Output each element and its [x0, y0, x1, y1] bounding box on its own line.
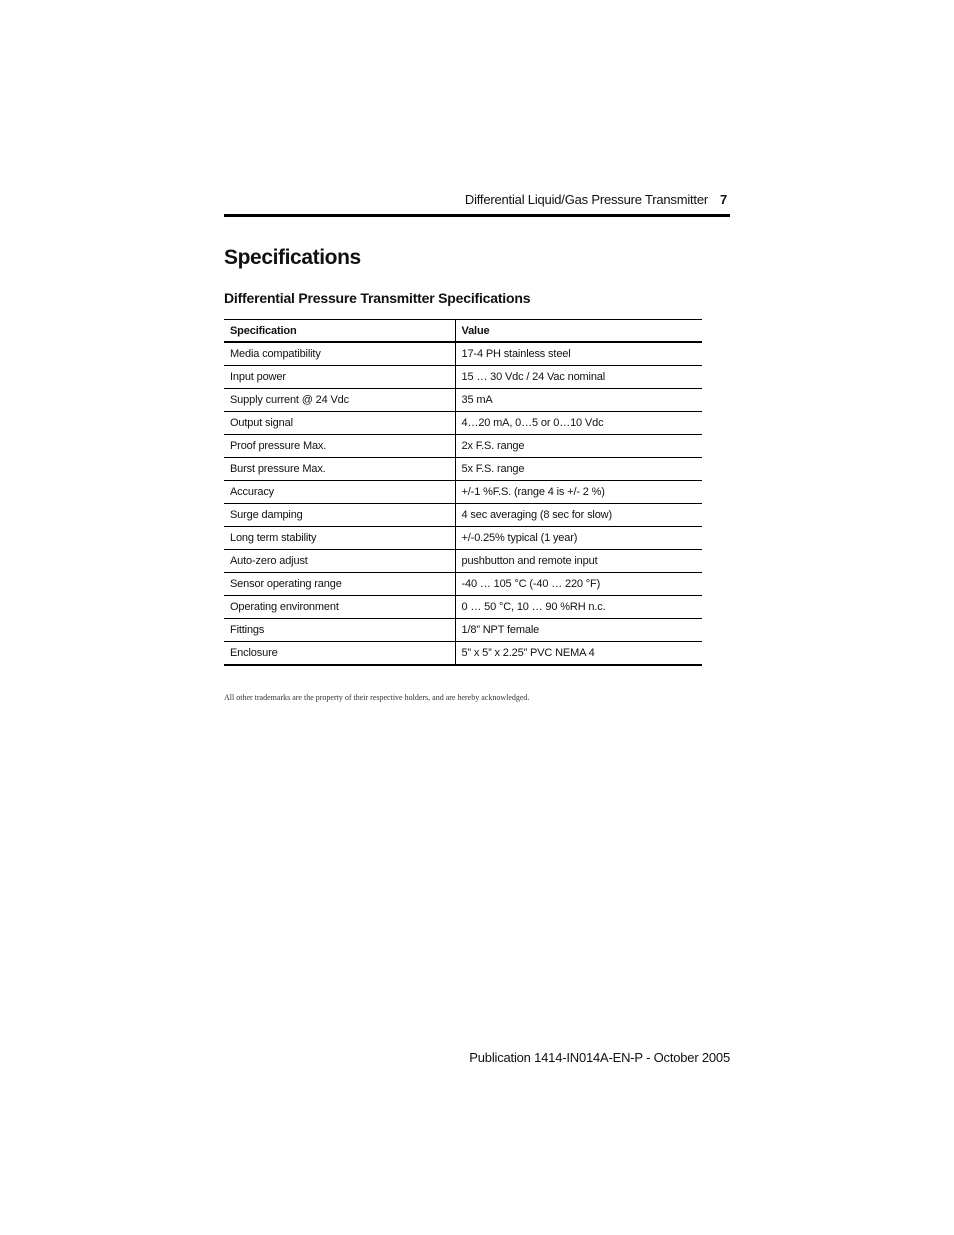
table-row — [224, 573, 702, 596]
specifications-table — [224, 319, 702, 666]
table-row — [224, 481, 702, 504]
table-row — [224, 458, 702, 481]
table-row — [224, 342, 702, 366]
spec-value-cell: -40 … 105 °C (-40 … 220 °F) — [455, 573, 702, 596]
spec-name-cell: Auto-zero adjust — [224, 550, 455, 573]
spec-value-cell: 5x F.S. range — [455, 458, 702, 481]
page-number: 7 — [720, 192, 728, 207]
spec-value-cell: 4 sec averaging (8 sec for slow) — [455, 504, 702, 527]
publication-footer: Publication 1414-IN014A-EN-P - October 2005 — [469, 1050, 730, 1065]
section-title: Differential Pressure Transmitter Specifications — [224, 290, 531, 306]
spec-value-cell: 35 mA — [455, 389, 702, 412]
spec-value-cell: pushbutton and remote input — [455, 550, 702, 573]
spec-name-cell: Enclosure — [224, 642, 455, 666]
running-header: Differential Liquid/Gas Pressure Transmitter — [464, 192, 708, 207]
table-row — [224, 527, 702, 550]
spec-name-cell: Media compatibility — [224, 342, 455, 366]
column-header-specification: Specification — [224, 320, 455, 343]
spec-name-cell: Burst pressure Max. — [224, 458, 455, 481]
table-row — [224, 596, 702, 619]
table-header-row — [224, 320, 702, 343]
spec-name-cell: Output signal — [224, 412, 455, 435]
spec-name-cell: Sensor operating range — [224, 573, 455, 596]
spec-name-cell: Operating environment — [224, 596, 455, 619]
table-row — [224, 619, 702, 642]
spec-value-cell: 5” x 5” x 2.25” PVC NEMA 4 — [455, 642, 702, 666]
spec-name-cell: Accuracy — [224, 481, 455, 504]
spec-name-cell: Fittings — [224, 619, 455, 642]
spec-name-cell: Surge damping — [224, 504, 455, 527]
table-row — [224, 550, 702, 573]
table-row — [224, 504, 702, 527]
column-header-value: Value — [455, 320, 702, 343]
table-row — [224, 435, 702, 458]
trademark-footnote: All other trademarks are the property of their respective holders, and are hereby acknowledged. — [224, 693, 530, 702]
spec-name-cell: Proof pressure Max. — [224, 435, 455, 458]
page-title: Specifications — [224, 246, 361, 269]
table-body — [224, 342, 702, 665]
spec-value-cell: 2x F.S. range — [455, 435, 702, 458]
spec-value-cell: +/-1 %F.S. (range 4 is +/- 2 %) — [455, 481, 702, 504]
spec-name-cell: Supply current @ 24 Vdc — [224, 389, 455, 412]
spec-name-cell: Input power — [224, 366, 455, 389]
spec-value-cell: +/-0.25% typical (1 year) — [455, 527, 702, 550]
spec-value-cell: 0 … 50 °C, 10 … 90 %RH n.c. — [455, 596, 702, 619]
spec-value-cell: 17-4 PH stainless steel — [455, 342, 702, 366]
spec-value-cell: 4…20 mA, 0…5 or 0…10 Vdc — [455, 412, 702, 435]
table-row — [224, 412, 702, 435]
spec-name-cell: Long term stability — [224, 527, 455, 550]
header-rule — [224, 214, 730, 217]
table-row — [224, 366, 702, 389]
table-row — [224, 642, 702, 666]
table-row — [224, 389, 702, 412]
spec-value-cell: 1/8” NPT female — [455, 619, 702, 642]
spec-value-cell: 15 … 30 Vdc / 24 Vac nominal — [455, 366, 702, 389]
